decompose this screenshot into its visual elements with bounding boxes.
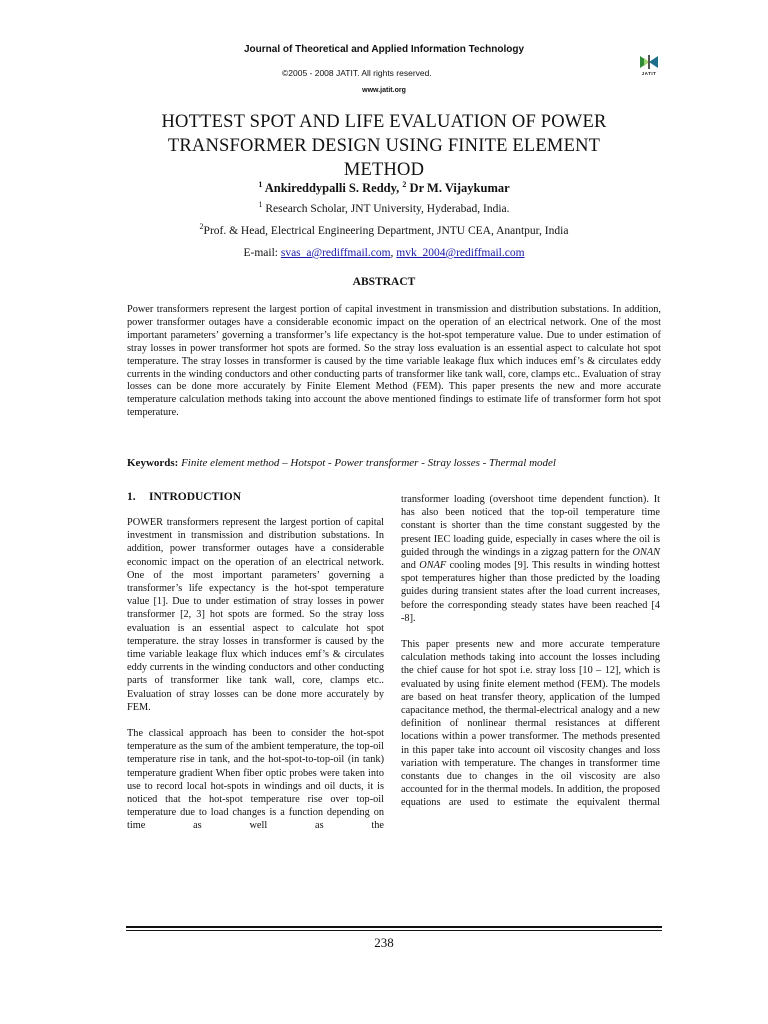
footer-divider xyxy=(126,926,662,928)
keywords-text: Finite element method – Hotspot - Power transformer - Stray losses - Thermal model xyxy=(178,457,556,469)
affiliation-1 xyxy=(0,200,768,215)
affiliation-2 xyxy=(0,222,768,237)
left-column xyxy=(127,490,384,846)
author2-name: Dr M. Vijaykumar xyxy=(406,181,510,195)
paragraph-3-part-b: cooling modes [9]. This results in winding hottest spot temperatures higher than those predicted by the loading guides during transient states after the load current increases, before the corresponding steady states have been reached [4 -8]. xyxy=(401,560,660,624)
footer-divider-thin xyxy=(126,930,662,931)
paper-title: HOTTEST SPOT AND LIFE EVALUATION OF POWER TRANSFORMER DESIGN USING FINITE ELEMENT METHOD xyxy=(161,112,607,180)
affiliation1-text: Research Scholar, JNT University, Hyderabad, India. xyxy=(262,203,510,215)
author1-superscript: 1 xyxy=(258,179,263,189)
paragraph-3 xyxy=(401,493,660,625)
email-line xyxy=(0,247,768,259)
author1-name: Ankireddypalli S. Reddy, xyxy=(262,181,403,195)
paragraph-1: POWER transformers represent the largest portion of capital investment in transmission and distribution substations. In addition, power transformer outages have a considerable economic impact on the operation of an electrical network. One of the most important parameters’ governing a transformer’s life expectancy is the hot-spot temperature value [1]. Due to under estimation of stray losses in power transformer [2, 3] hot spots are formed. So the stray loss evaluation is an essential aspect to calculate hot spot temperature. the stray losses in transformer is caused by the time variable leakage flux which induces emf’s & circulates eddy currents in the winding conductors and other conducting parts of transformer like tank wall, core, clamps etc.. Evaluation of stray losses can be done more accurately by FEM. xyxy=(127,517,384,713)
email-label: E-mail: xyxy=(243,247,281,259)
email-link-1[interactable]: svas_a@rediffmail.com xyxy=(280,247,391,259)
affiliation2-text: Prof. & Head, Electrical Engineering Department, JNTU CEA, Anantpur, India xyxy=(203,225,569,237)
paragraph-3-part-a: transformer loading (overshoot time dependent function). It has also been noticed that the top-oil temperature time constant is shorter than the time constant suggested by the present IEC loading guide, especially in cases where the oil is guided through the windings in a zigzag pattern for the xyxy=(401,494,660,558)
right-column xyxy=(401,493,660,823)
abstract-heading: ABSTRACT xyxy=(352,276,416,288)
journal-website: www.jatit.org xyxy=(362,87,406,94)
keywords-line xyxy=(127,457,661,469)
abstract-body: Power transformers represent the largest portion of capital investment in transmission and distribution substations. In addition, power transformer outages have a considerable economic impact on the operation of an electrical network. One of the most important parameters’ governing a transformer’s life expectancy is the hot-spot temperature value. Due to under estimation of stray losses in power transformer hot spots are formed. So the stray loss evaluation is an essential aspect to calculate hot spot temperature. The stray losses in transformer is caused by the time variable leakage flux which induces emf’s & circulates eddy currents in the winding conductors and other conducting parts of transformer like tank wall, core, clamps etc.. Evaluation of stray losses can be done more accurately by Finite Element Method (FEM). This paper presents the new and more accurate temperature calculation methods taking into account the above mentioned findings to estimate life of transformer form hot spot temperature. xyxy=(127,304,661,419)
jatit-logo-icon xyxy=(638,54,660,70)
paragraph-3-and: and xyxy=(401,560,420,572)
paragraph-4: This paper presents new and more accurate temperature calculation methods taking into account the losses including the chief cause for hot spot i.e. stray loss [10 – 12], which is evaluated by using finite element method (FEM). The models are based on heat transfer theory, application of the lumped capacitance method, the thermal-electrical analogy and a new definition of nonlinear thermal resistances at different locations within a power transformer. The methods presented in this paper take into account oil viscosity changes and loss variation with temperature. The changes in transformer time constants due to changes in the oil viscosity are also accounted for in the thermal models. In addition, the proposed equations are used to estimate the equivalent thermal xyxy=(401,639,660,809)
onan-term: ONAN xyxy=(632,546,660,558)
email-link-2[interactable]: mvk_2004@rediffmail.com xyxy=(396,247,525,259)
section-title: INTRODUCTION xyxy=(149,491,242,503)
journal-logo xyxy=(638,54,660,76)
section-heading xyxy=(127,490,384,504)
section-number: 1. xyxy=(127,491,136,503)
journal-name: Journal of Theoretical and Applied Information Technology xyxy=(243,44,524,55)
onaf-term: ONAF xyxy=(419,560,447,572)
affiliation2-superscript: 2 xyxy=(199,222,204,232)
keywords-label: Keywords: xyxy=(127,457,179,469)
affiliation1-superscript: 1 xyxy=(258,200,263,210)
paragraph-2: The classical approach has been to consider the hot-spot temperature as the sum of the ambient temperature, the top-oil temperature rise in tank, and the hot-spot-to-top-oil (in tank) temperature gradient When fiber optic probes were taken into use to record local hot-spots in windings and oil ducts, it is noticed that the hot-spot temperature rise over top-oil temperature due to load changes is a function depending on time as well as the xyxy=(127,728,384,832)
page-number: 238 xyxy=(374,935,394,950)
author-line xyxy=(0,181,768,196)
logo-text: JATIT xyxy=(641,71,657,76)
email-separator: , xyxy=(390,247,397,259)
author2-superscript: 2 xyxy=(402,179,407,189)
copyright-notice: ©2005 - 2008 JATIT. All rights reserved. xyxy=(282,68,432,78)
